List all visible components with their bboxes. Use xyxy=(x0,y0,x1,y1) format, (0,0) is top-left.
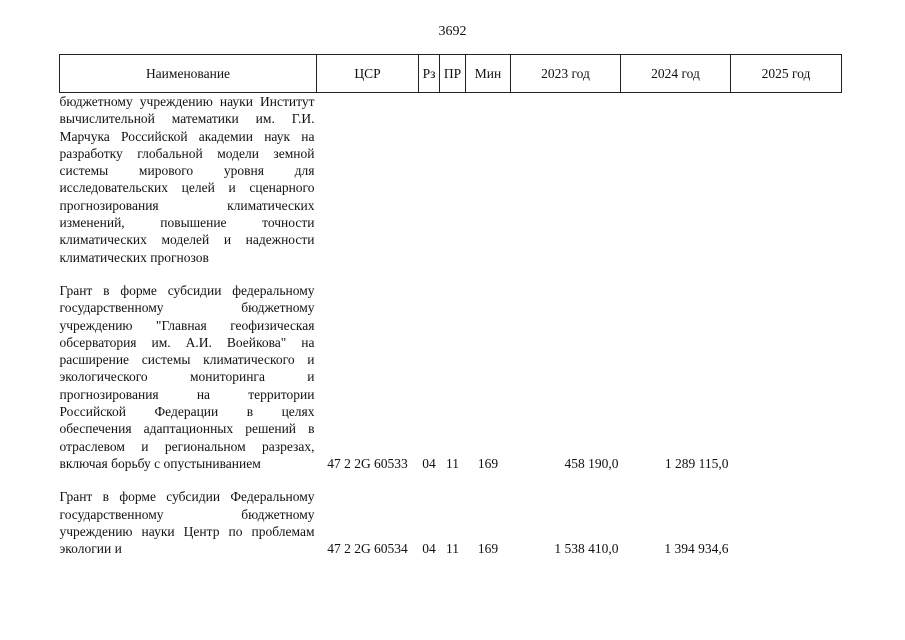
row-rz: 04 xyxy=(422,456,436,472)
header-name: Наименование xyxy=(60,55,317,93)
row-min: 169 xyxy=(477,541,499,557)
header-min: Мин xyxy=(466,55,511,93)
row-min xyxy=(466,93,511,266)
row-2025 xyxy=(731,488,842,557)
row-csr xyxy=(317,93,419,266)
row-rz xyxy=(419,93,440,266)
row-rz: 04 xyxy=(422,541,436,557)
row-pr: 11 xyxy=(446,456,459,472)
row-2023 xyxy=(511,93,621,266)
row-pr xyxy=(440,93,466,266)
row-2023: 458 190,0 xyxy=(564,456,619,472)
header-rz: Рз xyxy=(419,55,440,93)
row-csr: 47 2 2G 60533 xyxy=(327,456,408,472)
row-pr: 11 xyxy=(446,541,459,557)
row-2023: 1 538 410,0 xyxy=(554,541,619,557)
table-header-row xyxy=(60,55,842,93)
row-2024: 1 289 115,0 xyxy=(664,456,729,472)
page-number: 3692 xyxy=(438,24,467,39)
row-gap xyxy=(60,472,842,488)
header-2025: 2025 год xyxy=(731,55,842,93)
table-row xyxy=(60,488,842,557)
row-min: 169 xyxy=(477,456,499,472)
row-gap xyxy=(60,266,842,282)
header-2023: 2023 год xyxy=(511,55,621,93)
header-pr: ПР xyxy=(440,55,466,93)
row-csr: 47 2 2G 60534 xyxy=(327,541,408,557)
header-2024: 2024 год xyxy=(621,55,731,93)
row-2024: 1 394 934,6 xyxy=(664,541,729,557)
row-2025 xyxy=(731,282,842,472)
row-name: Грант в форме субсидии Федеральному государственному бюджетному учреждению науки Центр по проблемам экологии и xyxy=(59,489,315,557)
row-name: Грант в форме субсидии федеральному государственному бюджетному учреждению "Главная геофизическая обсерватория им. А.И. Воейкова" на расширение системы климатического и экологического мониторинга и прогнозирования на территории Российской Федерации в целях обеспечения адаптационных решений в отраслевом и региональном разрезах, включая борьбу с опустыниванием xyxy=(59,282,315,471)
table-row xyxy=(60,282,842,472)
row-2025 xyxy=(731,93,842,266)
row-2024 xyxy=(621,93,731,266)
table-row xyxy=(60,93,842,266)
header-csr: ЦСР xyxy=(317,55,419,93)
budget-table xyxy=(59,54,842,557)
row-name: бюджетному учреждению науки Институт вычислительной математики им. Г.И. Марчука Российской академии наук на разработку глобальной модели земной системы мирового уровня для исследовательских целей и сценарного прогнозирования климатических изменений, повышение точности климатических моделей и надежности климатических прогнозов xyxy=(59,94,315,265)
